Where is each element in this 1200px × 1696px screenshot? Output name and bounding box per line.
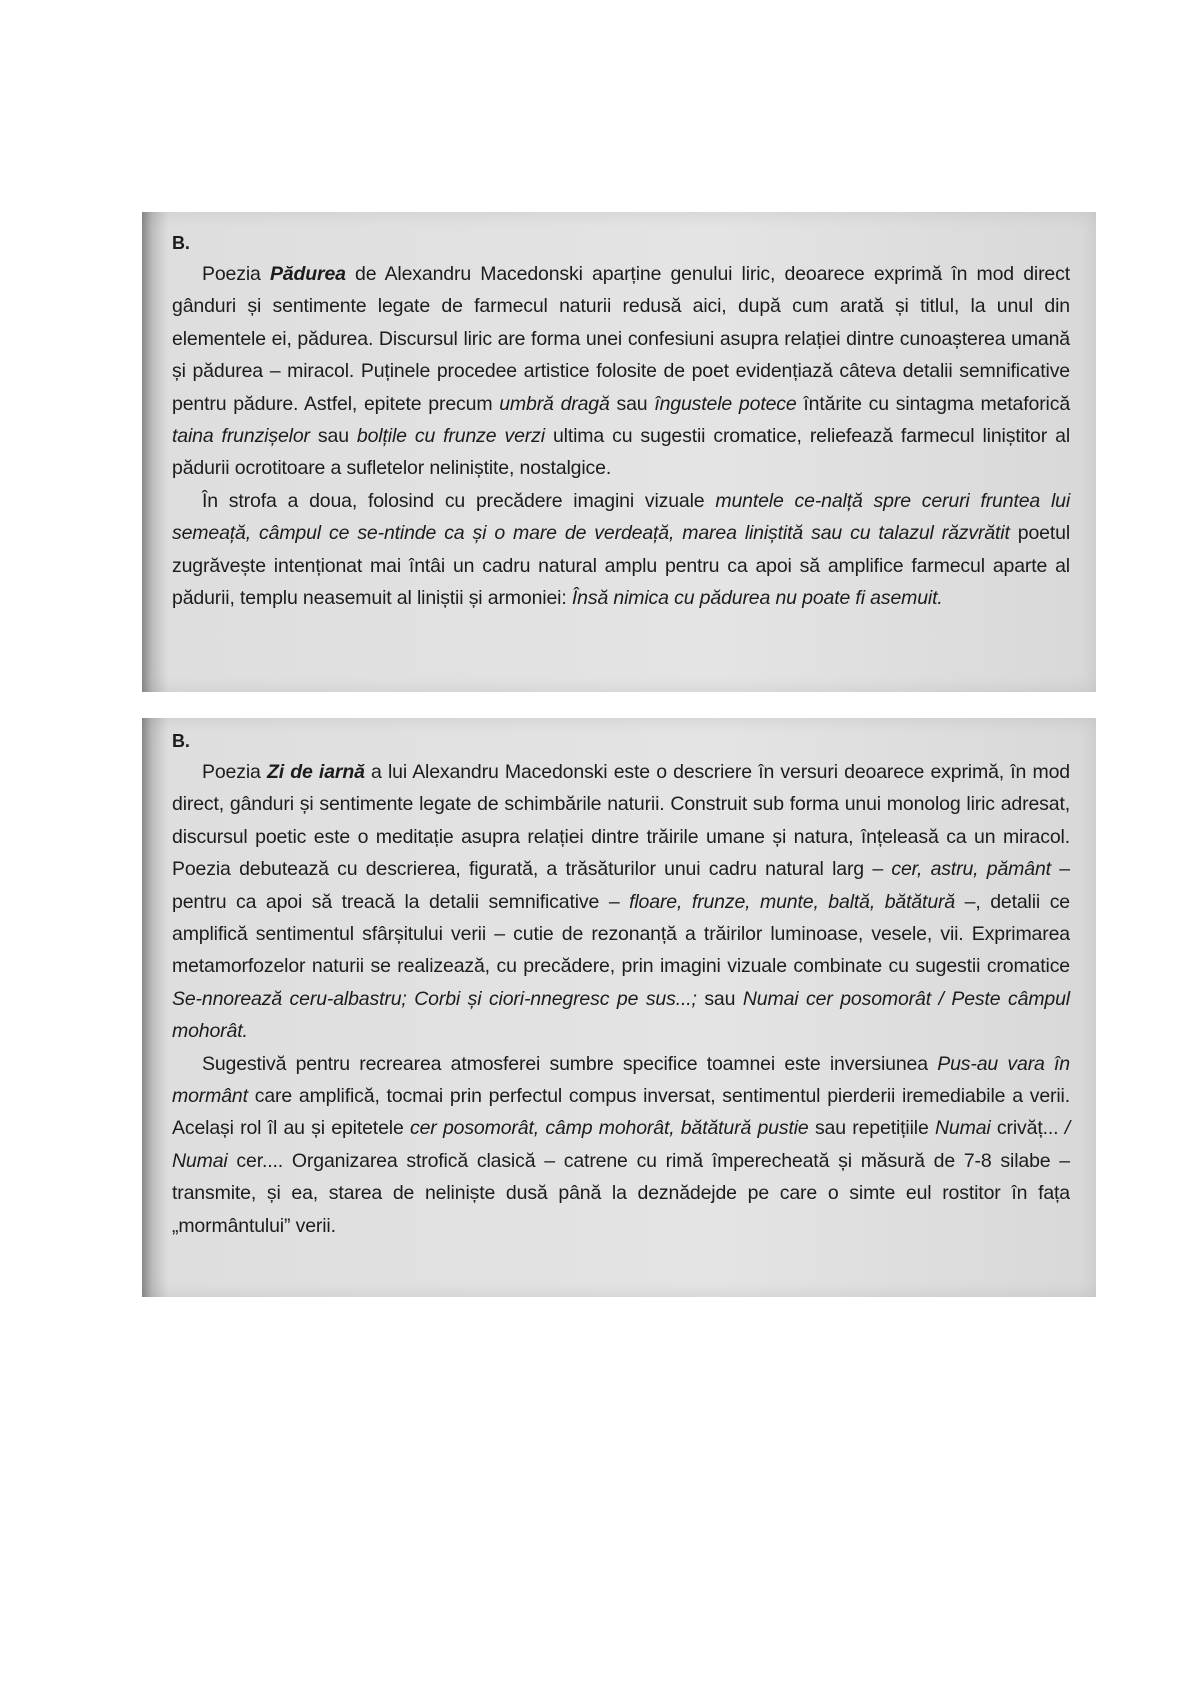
- text-run: Poezia: [202, 263, 270, 285]
- emphasized-text: Se-nnorează ceru-albastru; Corbi și ciori-nnegresc pe sus...;: [172, 987, 697, 1010]
- text-run: cer.... Organizarea strofică clasică – catrene cu rimă împerecheată și măsură de 7-8 silabe – transmite, și ea, starea de neliniște dusă până la deznădejde pe care o simte eul rostitor în fața „mormântului” verii.: [172, 1149, 1070, 1237]
- emphasized-text: îngustele potece: [654, 392, 797, 415]
- text-run: de Alexandru Macedonski aparține genului liric, deoarece exprimă în mod direct gânduri și sentimente legate de farmecul naturii redusă aici, după cum arată și titlul, la unul din elementele ei, pădurea. Discursul liric are forma unei confesiuni asupra relației dintre cunoașterea umană și pădurea – miracol. Puținele procedee artistice folosite de poet evidențiază câteva detalii semnificative pentru pădure. Astfel, epitete precum: [172, 263, 1070, 415]
- section-letter: B.: [172, 731, 190, 751]
- text-run: sau repetițiile: [808, 1117, 935, 1140]
- emphasized-text: Însă nimica cu pădurea nu poate fi asemuit.: [571, 587, 943, 610]
- section-letter: B.: [172, 233, 190, 253]
- paragraph: [172, 258, 1070, 485]
- text-run: a lui Alexandru Macedonski este o descriere în versuri deoarece exprimă, în mod direct, gânduri și sentimente legate de schimbările naturii. Construit sub forma unui monolog liric adresat, discursul poetic este o meditație asupra relației dintre trăirile umane și natura, înțeleasă ca un miracol. Poezia debutează cu descrierea, figurată, a trăsăturilor unui cadru natural larg –: [172, 761, 1070, 881]
- scanned-excerpt-zi-de-iarna: [142, 718, 1096, 1297]
- emphasized-text: muntele ce-nalță spre ceruri fruntea lui semeață, câmpul ce se-ntinde ca și o mare de verdeață, marea liniștită sau cu talazul răzvrătit: [172, 489, 1071, 545]
- text-run: sau: [696, 987, 743, 1010]
- scanned-excerpt-padurea: [142, 212, 1096, 692]
- section-body: [172, 258, 1070, 614]
- emphasized-text: Numai: [934, 1117, 991, 1140]
- text-run: În strofa a doua, folosind cu precădere imagini vizuale: [202, 489, 716, 512]
- emphasized-text: umbră dragă: [499, 392, 610, 415]
- text-run: Poezia: [202, 761, 267, 783]
- text-run: sau: [609, 392, 655, 415]
- text-run: crivăț...: [990, 1117, 1065, 1140]
- text-run: care amplifică, tocmai prin perfectul compus inversat, sentimentul pierderii iremediabile a verii. Același rol îl au și epitetele: [172, 1085, 1070, 1140]
- section-body: [172, 756, 1070, 1242]
- paragraph: [172, 1048, 1070, 1242]
- text-run: sau: [309, 425, 357, 448]
- emphasized-text: taina frunzișelor: [172, 425, 310, 448]
- text-run: – pentru ca apoi să treacă la detalii semnificative –: [172, 858, 1070, 913]
- emphasized-text: floare, frunze, munte, baltă, bătătură: [629, 890, 956, 913]
- emphasized-text: bolțile cu frunze verzi: [356, 425, 545, 448]
- text-run: întărite cu sintagma metaforică: [796, 392, 1071, 415]
- emphasized-text: cer posomorât, câmp mohorât, bătătură pustie: [409, 1117, 809, 1140]
- emphasized-text: / Numai: [172, 1117, 1071, 1172]
- emphasized-text: Numai cer posomorât / Peste câmpul mohorât.: [172, 987, 1070, 1043]
- emphasized-text: cer, astru, pământ: [891, 858, 1051, 881]
- emphasized-text: Zi de iarnă: [266, 761, 365, 783]
- emphasized-text: Pus-au vara în mormânt: [172, 1052, 1070, 1108]
- text-run: Sugestivă pentru recrearea atmosferei sumbre specifice toamnei este inversiunea: [202, 1052, 938, 1075]
- text-run: ultima cu sugestii cromatice, reliefează farmecul liniștitor al pădurii ocrotitoare a sufletelor neliniștite, nostalgice.: [172, 425, 1071, 480]
- paragraph: [172, 756, 1070, 1048]
- paragraph: [172, 485, 1070, 615]
- text-run: poetul zugrăvește intenționat mai întâi un cadru natural amplu pentru ca apoi să amplifice farmecul aparte al pădurii, templu neasemuit al liniștii și armoniei:: [172, 522, 1070, 610]
- text-run: –, detalii ce amplifică sentimentul sfârșitului verii – cutie de rezonanță a trăirilor luminoase, vesele, vii. Exprimarea metamorfozelor naturii se realizează, cu precădere, prin imagini vizuale combinate cu sugestii cromatice: [172, 890, 1070, 978]
- emphasized-text: Pădurea: [269, 263, 346, 285]
